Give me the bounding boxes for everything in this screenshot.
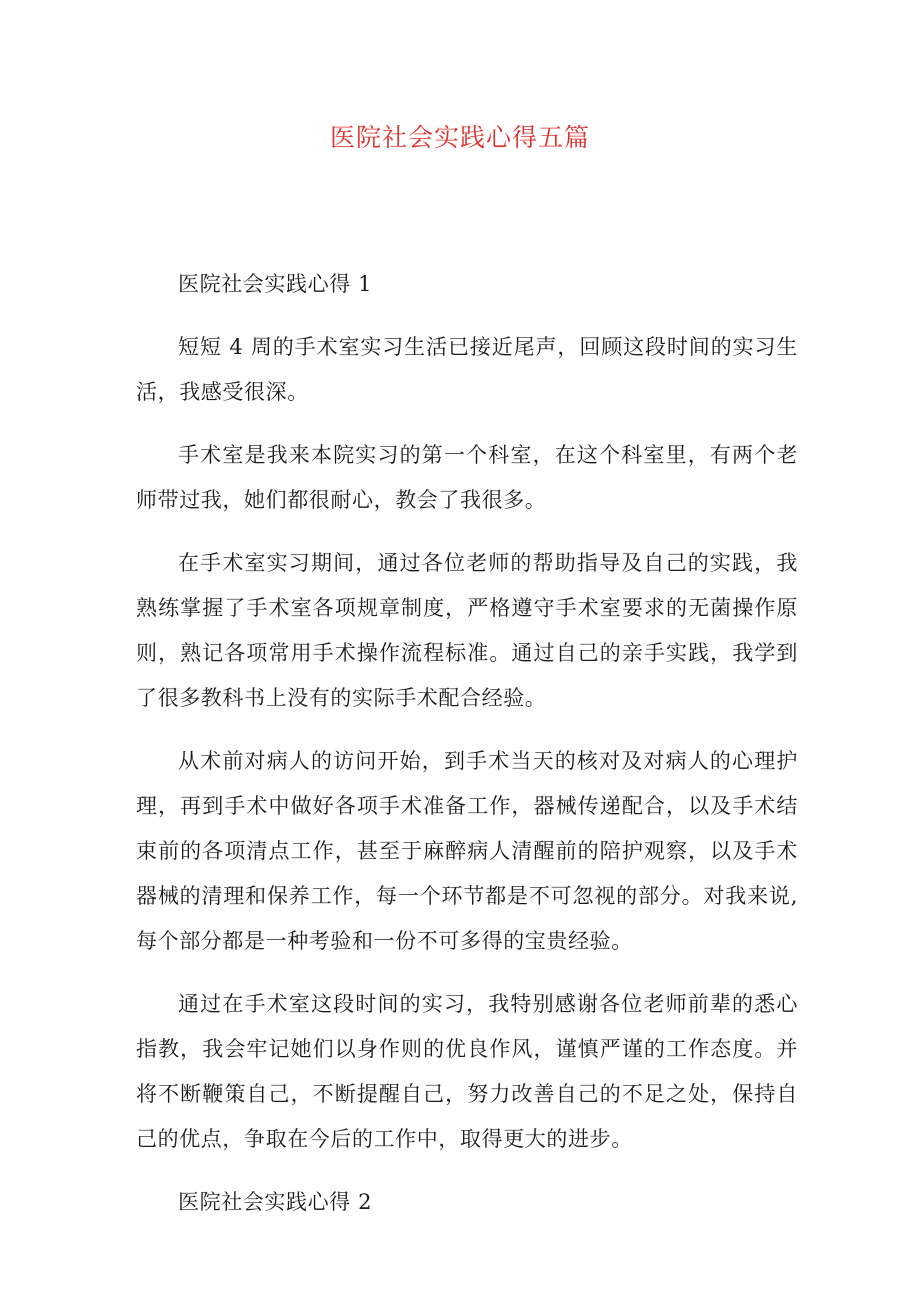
- paragraph: 短短 4 周的手术室实习生活已接近尾声，回顾这段时间的实习生活，我感受很深。: [136, 335, 798, 404]
- paragraph: 在手术室实习期间，通过各位老师的帮助指导及自己的实践，我熟练掌握了手术室各项规章制度，严格遵守手术室要求的无菌操作原则，熟记各项常用手术操作流程标准。通过自己的亲手实践，我学到了很多教科书上没有的实际手术配合经验。: [136, 551, 798, 710]
- paragraph: 从术前对病人的访问开始，到手术当天的核对及对病人的心理护理，再到手术中做好各项手术准备工作，器械传递配合，以及手术结束前的各项清点工作，甚至于麻醉病人清醒前的陪护观察，以及手术器械的清理和保养工作，每一个环节都是不可忽视的部分。对我来说,每个部分都是一种考验和一份不可多得的宝贵经验。: [136, 749, 798, 953]
- document-body: [136, 262, 798, 1243]
- paragraph: 通过在手术室这段时间的实习，我特别感谢各位老师前辈的悉心指教，我会牢记她们以身作则的优良作风，谨慎严谨的工作态度。并将不断鞭策自己，不断提醒自己，努力改善自己的不足之处，保持自己的优点，争取在今后的工作中，取得更大的进步。: [136, 992, 798, 1151]
- section-heading: 医院社会实践心得 2: [178, 1190, 373, 1214]
- document-title: 医院社会实践心得五篇: [329, 123, 590, 152]
- section-heading: 医院社会实践心得 1: [178, 272, 373, 296]
- paragraph: 手术室是我来本院实习的第一个科室，在这个科室里，有两个老师带过我，她们都很耐心，教会了我很多。: [136, 443, 798, 512]
